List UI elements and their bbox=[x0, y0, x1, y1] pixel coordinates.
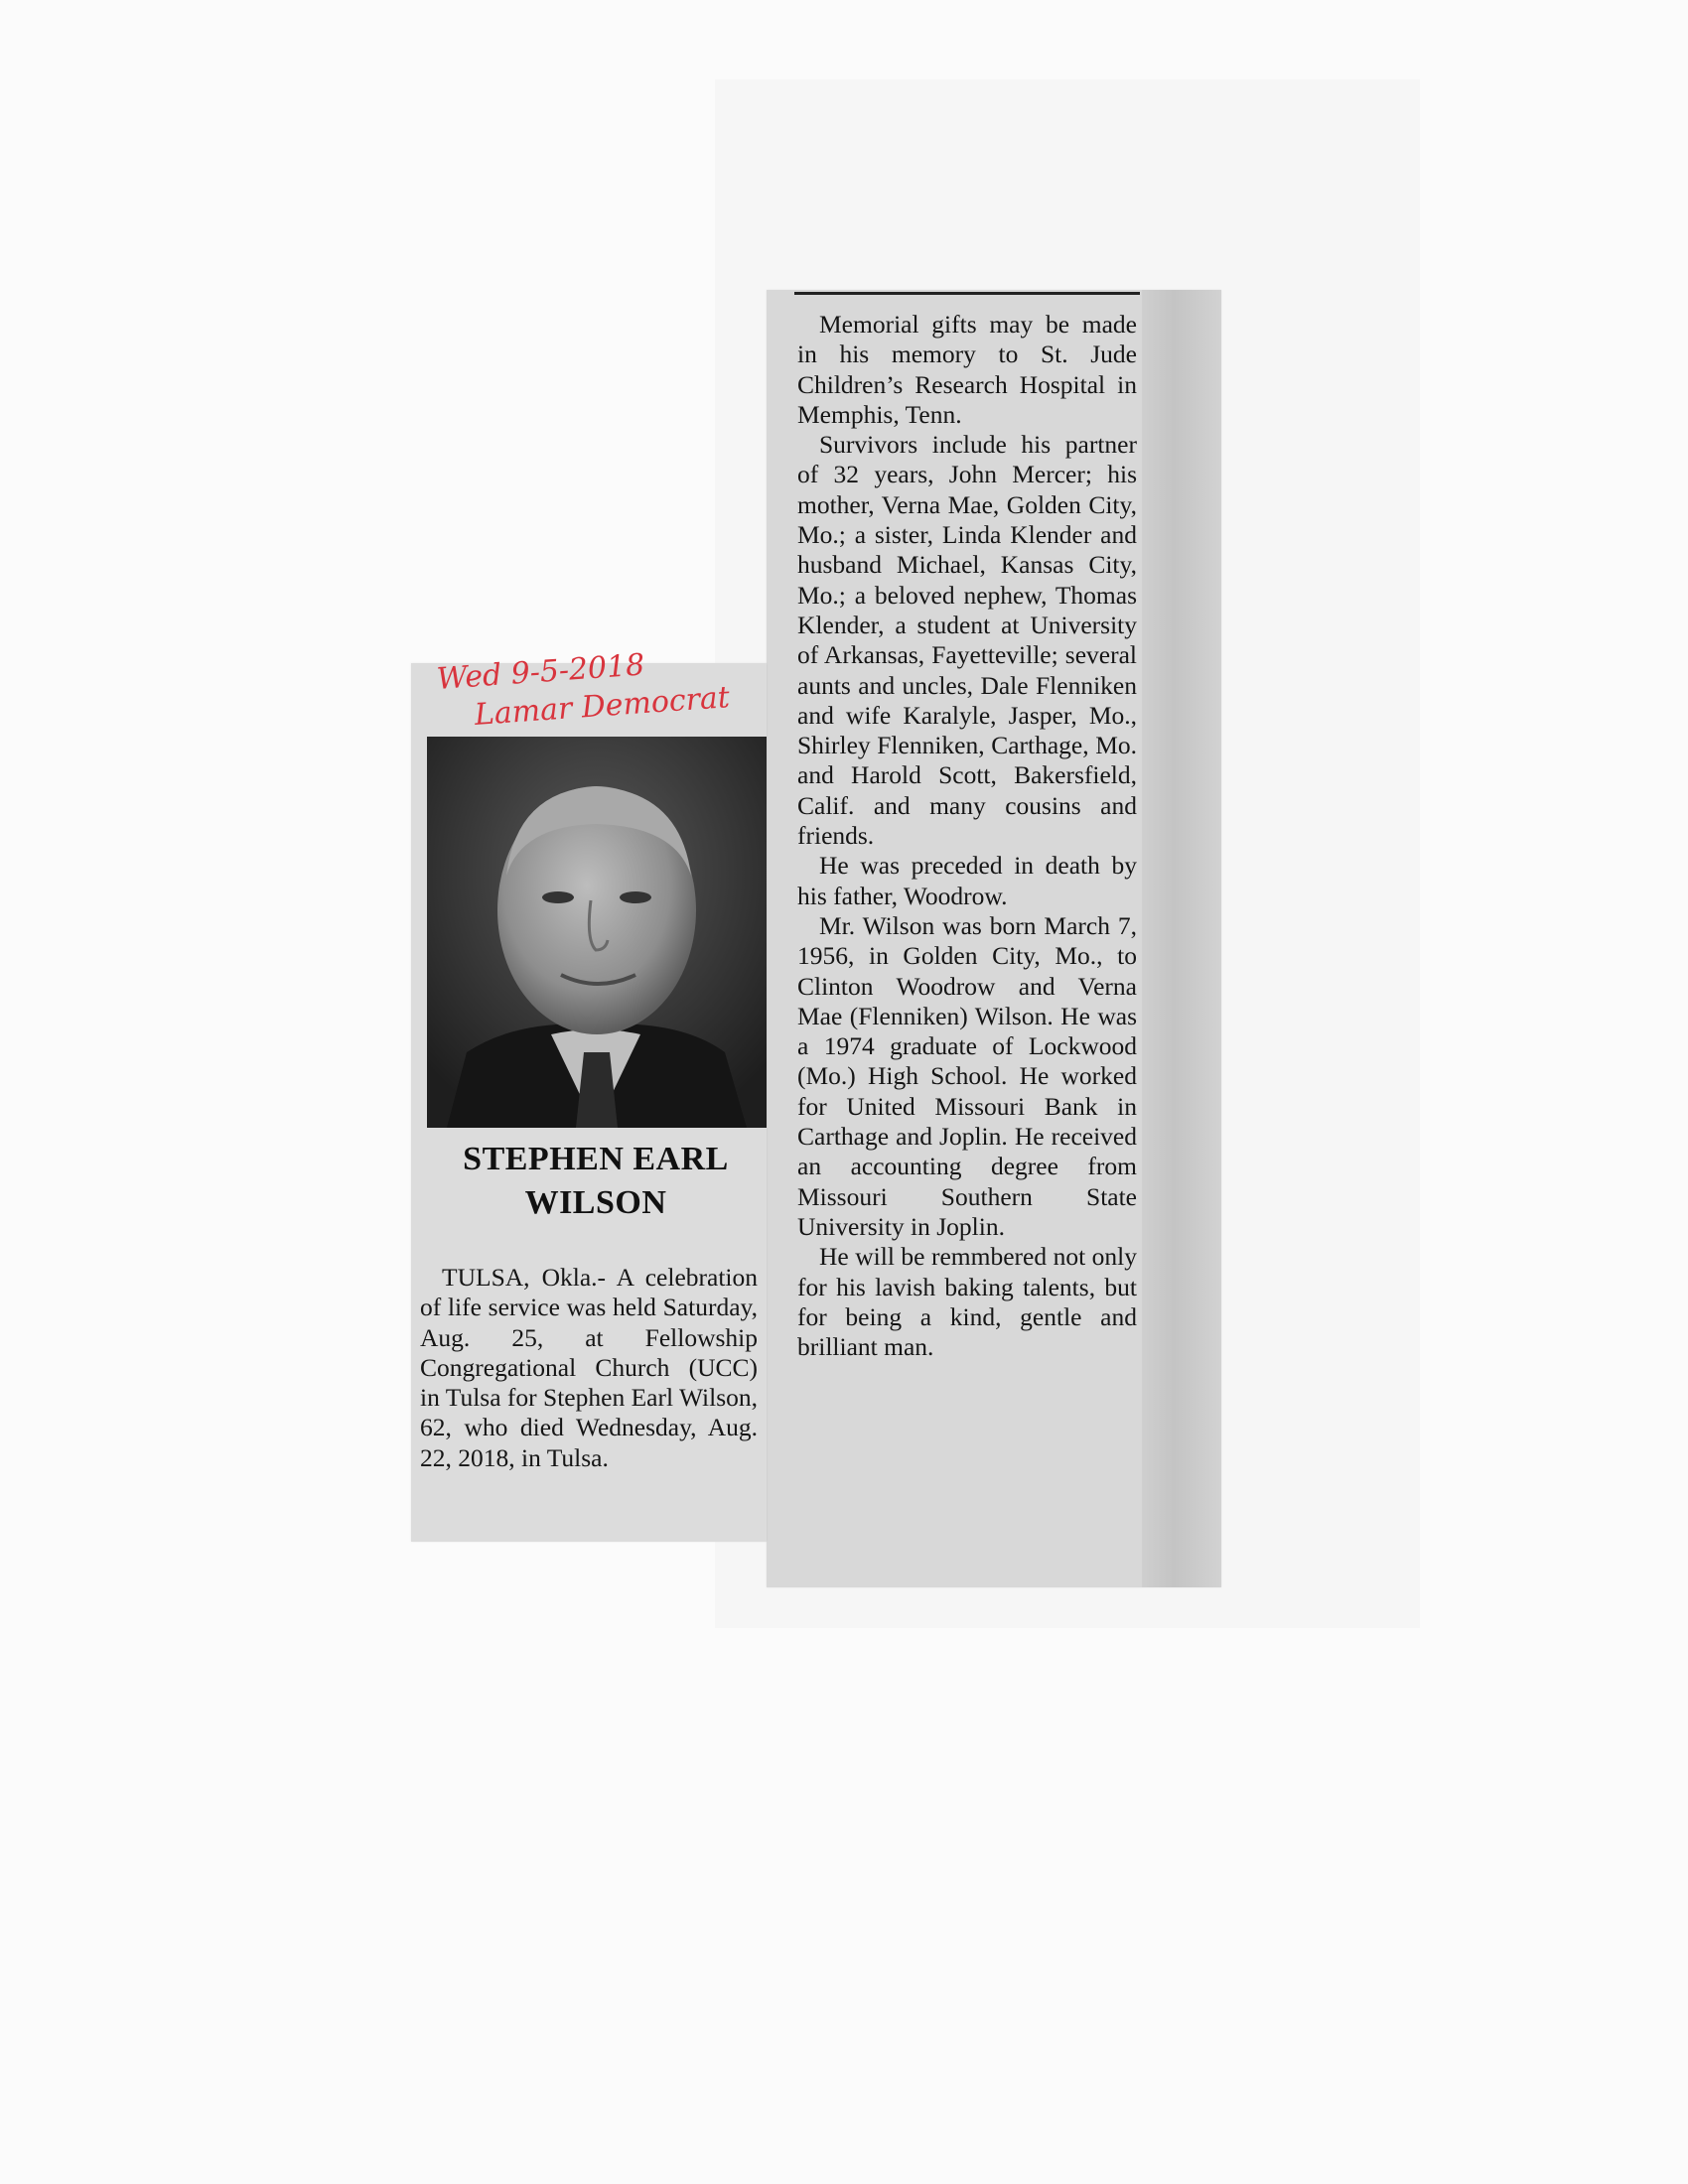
paragraph: Memorial gifts may be made in his memory to St. Jude Children’s Research Hospital in Memphis, Tenn. bbox=[797, 310, 1137, 429]
paragraph: Mr. Wilson was born March 7, 1956, in Golden City, Mo., to Clinton Woodrow and Verna Mae (Flenniken) Wilson. He was a 1974 graduate of Lockwood (Mo.) High School. He worked for United Missouri Bank in Carthage and Joplin. He received an accounting degree from Missouri Southern State University in Joplin. bbox=[797, 910, 1137, 1241]
right-column-body bbox=[797, 310, 1137, 1362]
portrait-image bbox=[427, 737, 767, 1128]
paragraph: Survivors include his partner of 32 years, John Mercer; his mother, Verna Mae, Golden City, Mo.; a sister, Linda Klender and husband Michael, Kansas City, Mo.; a beloved nephew, Thomas Klender, a student at University of Arkansas, Fayetteville; several aunts and uncles, Dale Flenniken and wife Karalyle, Jasper, Mo., Shirley Flenniken, Carthage, Mo. and Harold Scott, Bakersfield, Calif. and many cousins and friends. bbox=[797, 430, 1137, 851]
portrait-photo bbox=[427, 737, 767, 1128]
column-top-rule bbox=[794, 292, 1140, 295]
paragraph: He will be remmbered not only for his lavish baking talents, but for being a kind, gentle and brilliant man. bbox=[797, 1242, 1137, 1362]
left-column-body bbox=[420, 1263, 758, 1473]
clipping-right-edge-shadow bbox=[1142, 290, 1221, 1587]
paragraph: TULSA, Okla.- A celebration of life service was held Saturday, Aug. 25, at Fellowship Congregational Church (UCC) in Tulsa for Stephen Earl Wilson, 62, who died Wednesday, Aug. 22, 2018, in Tulsa. bbox=[420, 1263, 758, 1472]
headline-line-1: STEPHEN EARL bbox=[463, 1141, 729, 1177]
paragraph: He was preceded in death by his father, Woodrow. bbox=[797, 851, 1137, 910]
handwritten-paper-name-note: Lamar Democrat bbox=[473, 680, 731, 733]
handwritten-date-note: Wed 9-5-2018 bbox=[435, 647, 646, 697]
headline-line-2: WILSON bbox=[524, 1184, 667, 1221]
obituary-headline bbox=[417, 1138, 774, 1225]
